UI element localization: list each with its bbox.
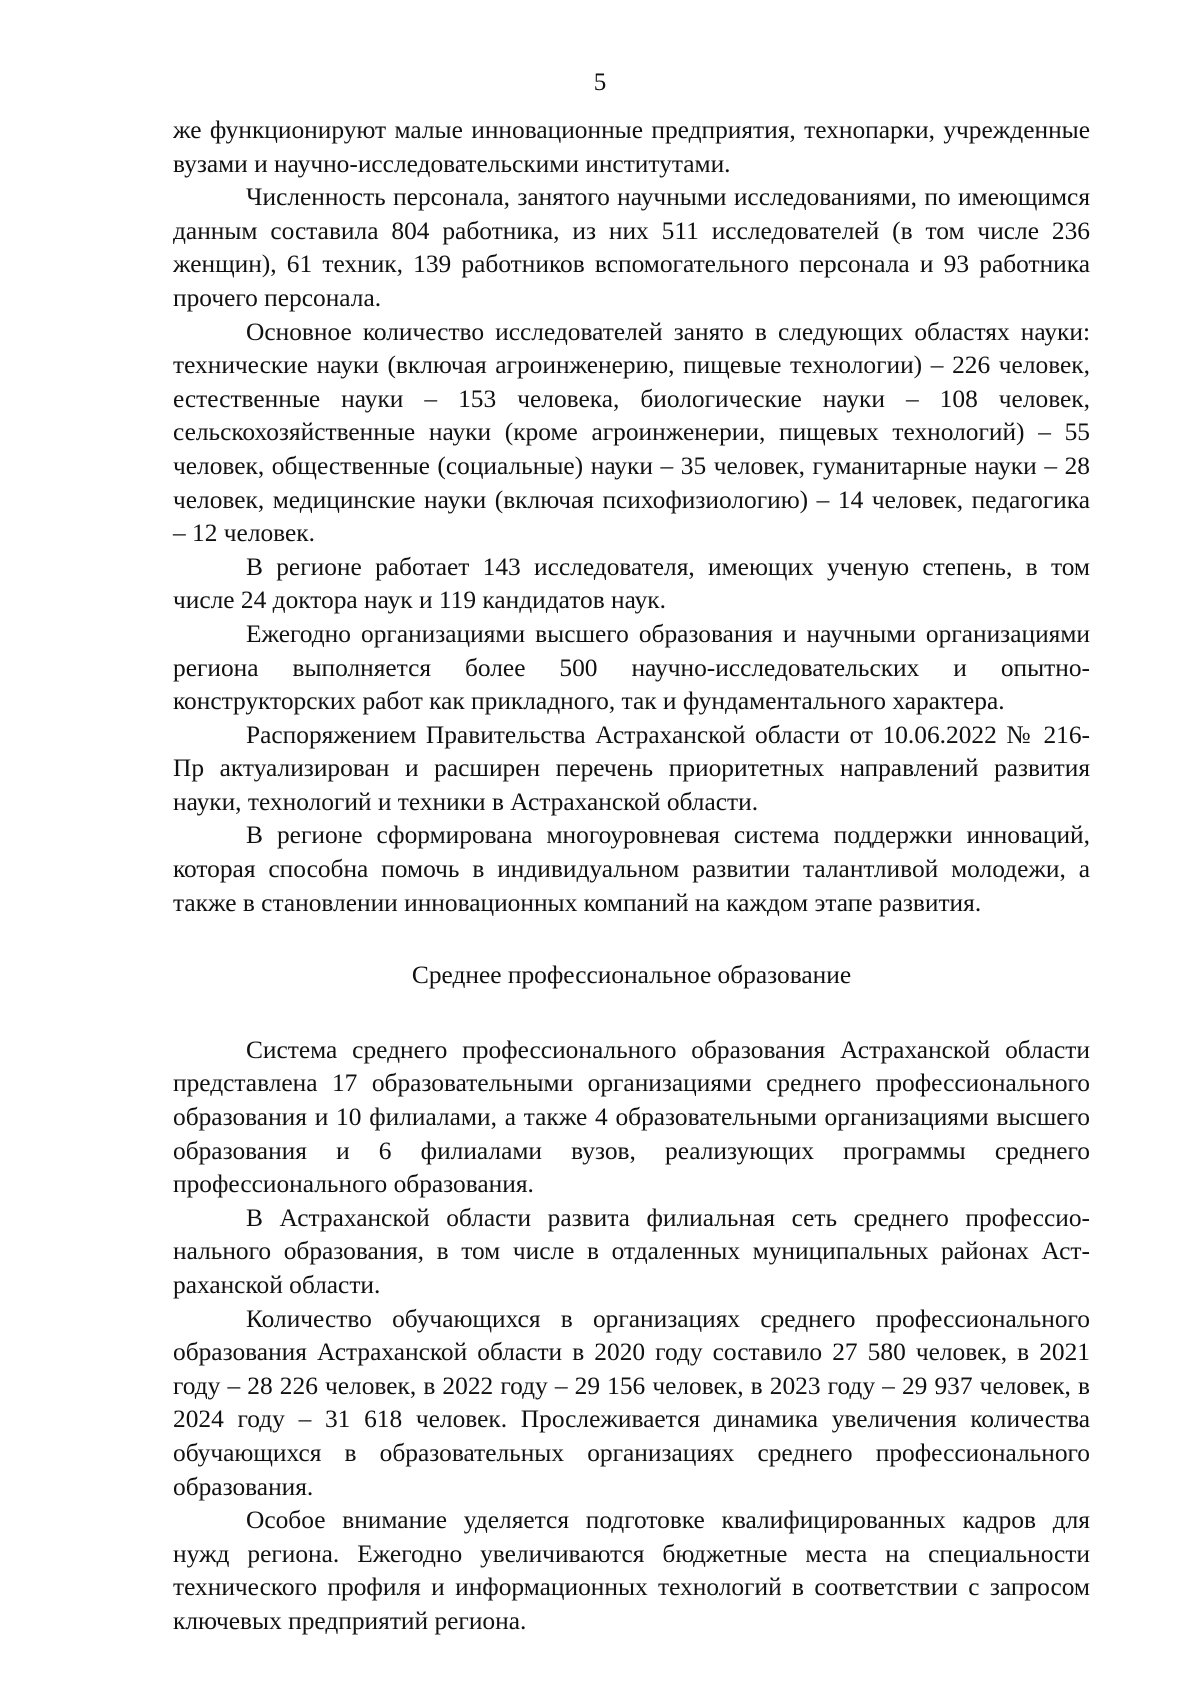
section-vocational-education xyxy=(173,1034,1090,1639)
paragraph-research-works: Ежегодно организациями высшего образования и научными организациями региона выполняется более 500 научно-исследовательских и опытно-конструкторских работ как прикладного, так и фундаментального характера. xyxy=(173,619,1090,716)
paragraph-system-overview: Система среднего профессионального образования Астраханской области представлена 17 образовательными организациями среднего профессионального образования и 10 филиалами, а также 4 образовательными организациями высшего образования и 6 филиалами вузов, реализующих программы среднего профессионального образования. xyxy=(173,1035,1090,1199)
paragraph-innovation-support: В регионе сформирована многоуровневая система поддержки инноваций, которая способна помочь в индивидуальном развитии талантливой молодежи, а также в становлении инновационных компаний на каждом этапе развития. xyxy=(173,821,1090,917)
section-heading: Среднее профессиональное образование xyxy=(411,961,852,990)
paragraph-student-count: Количество обучающихся в организациях среднего профессионального образования Астраханской области в 2020 году составило 27 580 человек, в 2021 году – 28 226 человек, в 2022 году – 29 156 человек, в 2023 году – 29 937 человек, в 2024 году – 31 618 человек. Прослеживается динамика увеличения количества обучающихся в образовательных организациях среднего профессионального образования. xyxy=(173,1304,1090,1501)
paragraph-staff-count: Численность персонала, занятого научными исследованиями, по имеющимся данным составила 804 работника, из них 511 исследователей (в том числе 236 женщин), 61 техник, 139 работников вспомогательного персонала и 93 работника прочего персонала. xyxy=(173,183,1090,312)
paragraph-government-order: Распоряжением Правительства Астраханской области от 10.06.2022 № 216-Пр актуализирован и расширен перечень приоритетных направлений развития науки, технологий и техники в Астраханской области. xyxy=(173,720,1090,816)
paragraph-research-areas: Основное количество исследователей занято в следующих областях науки: технические науки (включая агроинженерию, пищевые технологии) – 226 человек, естественные науки – 153 человека, биологические науки – 108 человек, сельскохозяйственные науки (кроме агроинженерии, пищевых технологий) – 55 человек, общественные (социальные) науки – 35 человек, гуманитарные науки – 28 человек, медицинские науки (включая психофизиологию) – 14 человек, педагогика – 12 человек. xyxy=(173,317,1090,548)
paragraph-qualified-staff: Особое внимание уделяется подготовке квалифицированных кадров для нужд региона. Ежегодно увеличиваются бюджетные места на специальности технического профиля и информационных технологий в соответствии с запросом ключевых предприятий региона. xyxy=(173,1506,1090,1635)
page-number: 5 xyxy=(593,69,607,96)
paragraph-degrees: В регионе работает 143 исследователя, имеющих ученую степень, в том числе 24 доктора наук и 119 кандидатов наук. xyxy=(173,552,1090,615)
paragraph-branch-network: В Астраханской области развита филиальная сеть среднего профессионального образования, в том числе в отдаленных муниципальных районах Астраханской области. xyxy=(173,1203,1090,1299)
section-science xyxy=(173,114,1090,920)
paragraph-continuation: же функционируют малые инновационные предприятия, технопарки, учрежденные вузами и научно-исследовательскими институтами. xyxy=(173,116,1090,178)
